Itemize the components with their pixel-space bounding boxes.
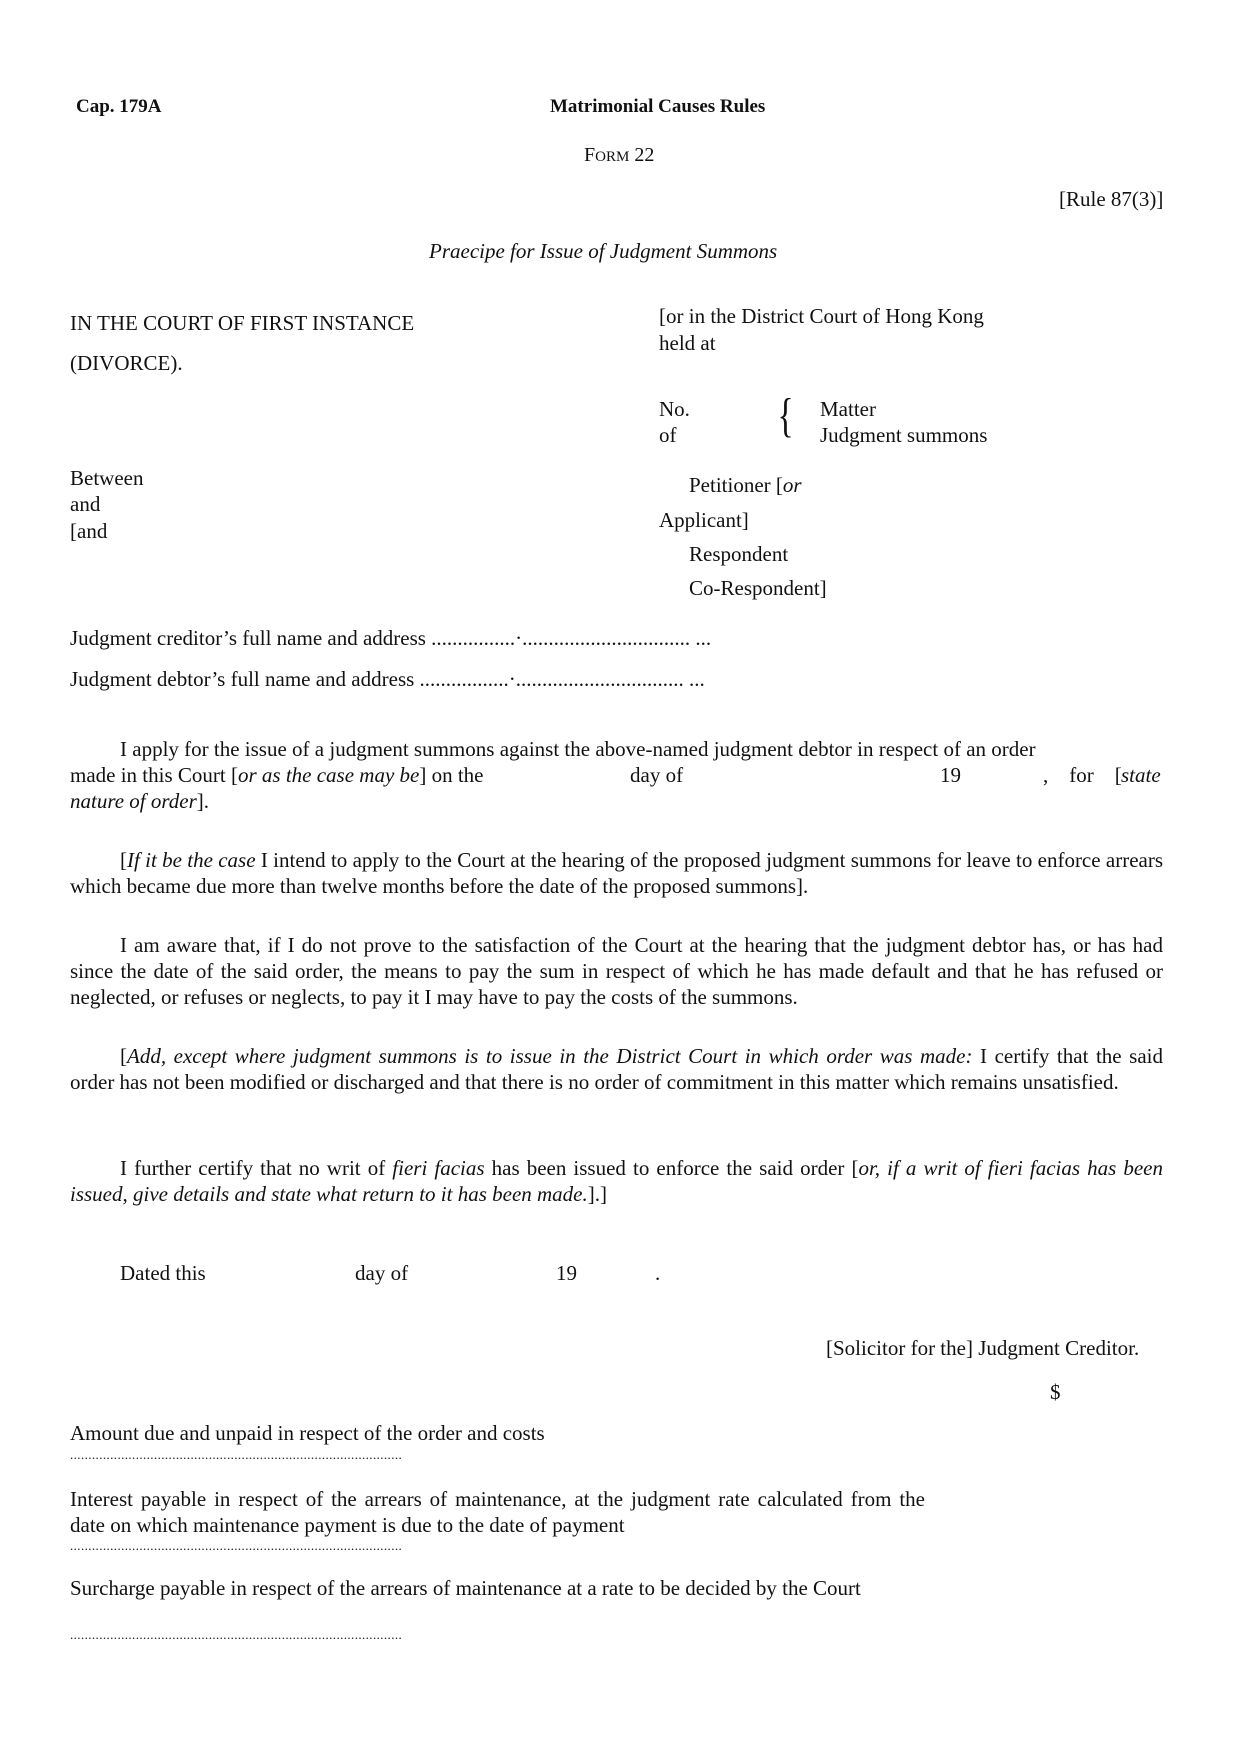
cap-number: Cap. 179A xyxy=(76,96,162,117)
petitioner-text: Petitioner [ xyxy=(689,473,783,497)
p4-open: [ xyxy=(120,1044,127,1068)
surcharge-payable-label: Surcharge payable in respect of the arrears of maintenance at a rate to be decided by the Court xyxy=(70,1576,861,1600)
district-court-line-2: held at xyxy=(659,331,716,355)
paragraph-5 xyxy=(70,1155,1163,1207)
rule-reference: [Rule 87(3)] xyxy=(1059,187,1164,211)
p2-text: I intend to apply to the Court at the hearing of the proposed judgment summons for leave to enforce arrears which became due more than twelve months before the date of the proposed summons]. xyxy=(70,848,1164,898)
p5-text-a: I further certify that no writ of xyxy=(120,1156,393,1180)
p1-nature-of-order: nature of order xyxy=(70,789,197,813)
dated-period: . xyxy=(655,1261,661,1285)
petitioner-label xyxy=(689,472,802,498)
p1-line1-text: I apply for the issue of a judgment summons against the above-named judgment debtor in respect of an order xyxy=(120,737,1036,761)
dated-label: Dated this xyxy=(120,1261,206,1285)
and-label: and xyxy=(70,492,101,516)
form-number xyxy=(584,143,654,168)
court-line-1: IN THE COURT OF FIRST INSTANCE xyxy=(70,311,415,335)
p4-instruction: Add, except where judgment summons is to issue in the District Court in which order was made: xyxy=(127,1044,973,1068)
header-title: Matrimonial Causes Rules xyxy=(550,96,766,117)
p5-fieri-facias: fieri facias xyxy=(392,1156,485,1180)
case-no-label: No. xyxy=(659,397,690,421)
judgment-creditor-field: Judgment creditor’s full name and address ................·................................ ... xyxy=(70,626,712,650)
p2-if-case: If it be the case xyxy=(127,848,256,872)
p1-case-may-be: or as the case may be xyxy=(237,763,420,787)
amount-due-dots: ........................................................................................... xyxy=(70,1447,403,1462)
paragraph-1-line-2 xyxy=(70,762,1163,788)
respondent-label: Respondent xyxy=(689,542,789,566)
petitioner-or: or xyxy=(782,473,802,497)
court-line-2: (DIVORCE). xyxy=(70,351,183,375)
p1-year: 19 xyxy=(940,763,961,787)
applicant-label: Applicant] xyxy=(659,508,749,532)
judgment-summons-label: Judgment summons xyxy=(820,423,988,447)
p4-text: I certify that the said order has not been modified or discharged and that there is no order of commitment in this matter which remains unsatisfied. xyxy=(70,1044,1163,1094)
curly-brace: { xyxy=(777,389,794,442)
form-number-value: 22 xyxy=(634,144,655,166)
p1-state: state xyxy=(1121,763,1161,787)
interest-payable-label: Interest payable in respect of the arrears of maintenance, at the judgment rate calculated from the date on which maintenance payment is due to the date of payment xyxy=(70,1487,925,1537)
dated-day-of: day of xyxy=(355,1261,409,1285)
form-word-rest: ORM xyxy=(595,149,630,165)
surcharge-payable-dots: ........................................................................................... xyxy=(70,1627,403,1642)
currency-symbol: $ xyxy=(1050,1380,1061,1404)
judgment-debtor-field: Judgment debtor’s full name and address .................·................................ ... xyxy=(70,667,705,691)
p1-end: ]. xyxy=(196,789,210,813)
p1-made-in: made in this Court [ xyxy=(70,763,238,787)
paragraph-4 xyxy=(70,1043,1163,1095)
p5-instruction: or, if a writ of fieri facias has been issued, give details and state what return to it has been made. xyxy=(70,1156,1163,1206)
interest-payable-dots: ........................................................................................... xyxy=(70,1538,403,1553)
paragraph-3: I am aware that, if I do not prove to the satisfaction of the Court at the hearing that the judgment debtor has, or has had since the date of the said order, the means to pay the sum in respect of which he has made default and that he has refused or neglected, or refuses or neglects, to pay it I may have to pay the costs of the summons. xyxy=(70,933,1163,1009)
district-court-line-1: [or in the District Court of Hong Kong xyxy=(659,304,984,328)
p1-day-of: day of xyxy=(630,763,684,787)
p5-text-c: has been issued to enforce the said order [ xyxy=(484,1156,859,1180)
p1-on-the: ] on the xyxy=(419,763,484,787)
co-respondent-label: Co-Respondent] xyxy=(689,576,827,600)
paragraph-1-line-1 xyxy=(120,736,1163,762)
p1-for: , for [ xyxy=(1043,763,1122,787)
form-word-initial: F xyxy=(584,144,596,166)
signature-line: [Solicitor for the] Judgment Creditor. xyxy=(826,1336,1140,1360)
between-label: Between xyxy=(70,466,144,490)
form-subtitle: Praecipe for Issue of Judgment Summons xyxy=(429,239,778,263)
amount-due-label: Amount due and unpaid in respect of the order and costs xyxy=(70,1421,545,1445)
paragraph-1-line-3 xyxy=(70,788,209,814)
p5-end: ].] xyxy=(587,1182,608,1206)
case-of-label: of xyxy=(659,423,677,447)
paragraph-2 xyxy=(70,847,1163,899)
p2-open: [ xyxy=(120,848,127,872)
dated-year: 19 xyxy=(556,1261,577,1285)
matter-label: Matter xyxy=(820,397,876,421)
and-bracket-label: [and xyxy=(70,519,108,543)
